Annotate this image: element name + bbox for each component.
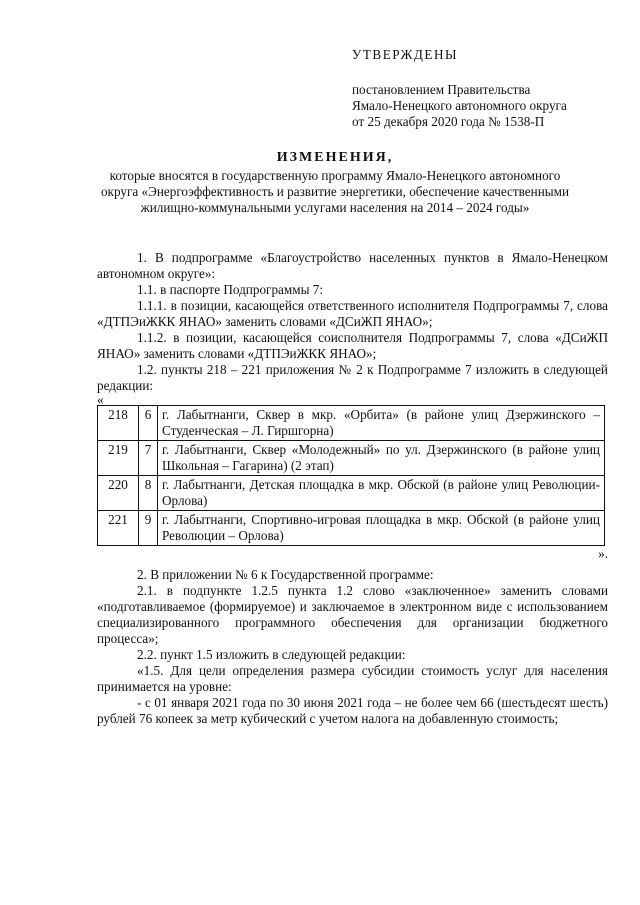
approval-stamp	[352, 47, 612, 130]
table-open-quote: «	[97, 392, 104, 407]
row-number: 221	[98, 511, 139, 546]
table-row	[98, 406, 605, 441]
row-text: г. Лабытнанги, Сквер «Молодежный» по ул. Дзержинского (в районе улиц Школьная – Гагарина) (2 этап)	[158, 441, 605, 476]
paragraph-2-1: 2.1. в подпункте 1.2.5 пункта 1.2 слово «заключенное» заменить словами «подготавливаемое (формируемое) и заключаемое в электронном виде с использованием специализированного программного обеспечения для организации бюджетного процесса»;	[97, 583, 608, 646]
approval-line-2: Ямало-Ненецкого автономного округа	[352, 98, 567, 113]
document-title-block	[95, 150, 575, 216]
paragraph-1-1: 1.1. в паспорте Подпрограммы 7:	[137, 282, 324, 297]
table-row	[98, 476, 605, 511]
document-title: ИЗМЕНЕНИЯ,	[276, 150, 394, 165]
row-number: 219	[98, 441, 139, 476]
paragraph-1-1-2: 1.1.2. в позиции, касающейся соисполнителя Подпрограммы 7, слова «ДСиЖП ЯНАО» заменить словами «ДТПЭиЖКК ЯНАО»;	[97, 330, 608, 361]
table-row	[98, 511, 605, 546]
document-subtitle: которые вносятся в государственную программу Ямало-Ненецкого автономного округа «Энергоэффективность и развитие энергетики, обеспечение качественными жилищно-коммунальными услугами населения на 2014 – 2024 годы»	[100, 168, 570, 215]
approval-line-1: постановлением Правительства	[352, 82, 531, 97]
paragraph-1: 1. В подпрограмме «Благоустройство населенных пунктов в Ямало-Ненецком автономном округе»:	[97, 250, 608, 281]
paragraph-1-1-1: 1.1.1. в позиции, касающейся ответственного исполнителя Подпрограммы 7, слова «ДТПЭиЖКК ЯНАО» заменить словами «ДСиЖП ЯНАО»;	[97, 298, 608, 329]
row-number: 220	[98, 476, 139, 511]
paragraph-2-2-item: - с 01 января 2021 года по 30 июня 2021 года – не более чем 66 (шестьдесят шесть) рублей 76 копеек за метр кубический с учетом налога на добавленную стоимость;	[97, 695, 608, 726]
paragraph-2-2: 2.2. пункт 1.5 изложить в следующей редакции:	[137, 647, 406, 662]
table-row	[98, 441, 605, 476]
document-body	[97, 250, 608, 727]
row-part: 6	[139, 406, 158, 441]
paragraph-2-2-text: «1.5. Для цели определения размера субсидии стоимость услуг для населения принимается на уровне:	[97, 663, 608, 694]
row-number: 218	[98, 406, 139, 441]
changes-table	[97, 405, 605, 546]
approval-line-3: от 25 декабря 2020 года № 1538-П	[352, 114, 545, 129]
row-text: г. Лабытнанги, Сквер в мкр. «Орбита» (в районе улиц Дзержинского – Студенческая – Л. Гиршгорна)	[158, 406, 605, 441]
row-part: 8	[139, 476, 158, 511]
row-text: г. Лабытнанги, Детская площадка в мкр. Обской (в районе улиц Революции-Орлова)	[158, 476, 605, 511]
approval-heading: УТВЕРЖДЕНЫ	[352, 47, 459, 62]
row-part: 9	[139, 511, 158, 546]
row-text: г. Лабытнанги, Спортивно-игровая площадка в мкр. Обской (в районе улиц Революции – Орлова)	[158, 511, 605, 546]
table-close-quote: ».	[598, 546, 608, 561]
paragraph-1-2: 1.2. пункты 218 – 221 приложения № 2 к Подпрограмме 7 изложить в следующей редакции:	[97, 362, 608, 393]
row-part: 7	[139, 441, 158, 476]
paragraph-2: 2. В приложении № 6 к Государственной программе:	[137, 567, 434, 582]
